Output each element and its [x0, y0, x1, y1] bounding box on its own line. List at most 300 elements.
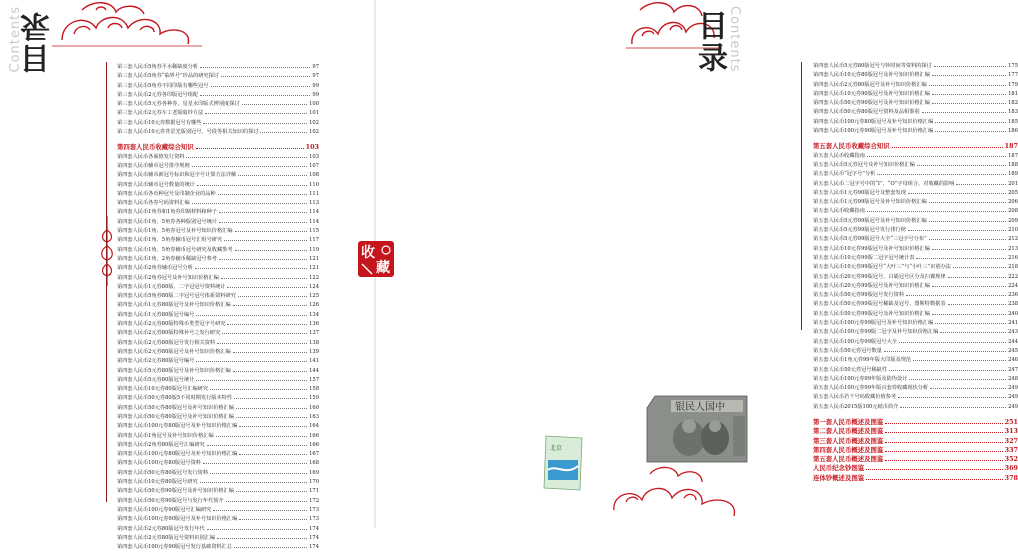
toc-entry[interactable] — [117, 91, 319, 100]
right-rule — [801, 62, 802, 330]
toc-leader-dots — [906, 295, 1006, 296]
toc-entry-title: 第四套人民币100元券80版冠号及补号知识价格汇编 — [117, 451, 238, 458]
toc-entry-page: 246 — [1008, 357, 1018, 364]
toc-leader-dots — [932, 314, 1006, 315]
toc-entry-page: 369 — [1004, 464, 1018, 473]
toc-leader-dots — [213, 510, 307, 511]
toc-entry-page: 240 — [1008, 310, 1018, 317]
toc-entry-page: 101 — [309, 110, 319, 117]
toc-leader-dots — [196, 148, 304, 149]
toc-entry[interactable] — [117, 385, 319, 394]
toc-entry[interactable] — [117, 413, 319, 422]
toc-entry[interactable] — [813, 217, 1018, 226]
toc-entry-title: 第四套人民币1元券80版、二字冠冠号资料统计 — [117, 283, 226, 290]
toc-entry-title: 第四套人民币辅币新冠号标识和冠字号计算方法详解 — [117, 172, 237, 179]
banknote-caption: 银民人国中 — [675, 402, 725, 413]
toc-entry-page: 115 — [309, 228, 319, 235]
toc-entry-page: 102 — [309, 119, 319, 126]
toc-leader-dots — [940, 332, 1006, 333]
toc-entry-title: 第五套人民币1元券99版冠号及补号知识价格汇编 — [813, 199, 927, 206]
toc-entry[interactable] — [117, 227, 319, 236]
toc-entry[interactable] — [813, 319, 1018, 328]
toc-entry-title: 第五套人民币50元券99版冠号及补号知识价格汇编 — [813, 310, 930, 317]
toc-entry[interactable] — [813, 127, 1018, 136]
toc-entry[interactable] — [117, 153, 319, 162]
toc-section-entry[interactable] — [813, 446, 1018, 455]
toc-entry-title: 人民币纪念钞图鉴 — [813, 464, 865, 473]
toc-entry[interactable] — [117, 459, 319, 468]
toc-entry[interactable] — [813, 328, 1018, 337]
toc-entry[interactable] — [117, 246, 319, 255]
toc-entry-page: 174 — [309, 525, 319, 532]
toc-entry[interactable] — [813, 291, 1018, 300]
toc-leader-dots — [205, 113, 307, 114]
toc-entry-page: 172 — [309, 497, 319, 504]
toc-leader-dots — [210, 473, 307, 474]
toc-entry[interactable] — [813, 189, 1018, 198]
toc-entry-title: 第三套人民币2元券车工老版暗钞方法 — [117, 110, 204, 117]
toc-entry-page: 170 — [309, 479, 319, 486]
toc-entry-title: 第五套人民币10元券99版二冠字冠号统计表 — [813, 254, 915, 261]
cloud-ornament-top-left — [52, 0, 212, 54]
toc-entry[interactable] — [117, 72, 319, 81]
toc-leader-dots — [913, 360, 1006, 361]
toc-entry[interactable] — [117, 190, 319, 199]
toc-entry[interactable] — [813, 161, 1018, 170]
toc-entry-title: 第五套人民币5元券99版冠号发行排行榜 — [813, 227, 906, 234]
toc-entry-page: 352 — [1004, 455, 1018, 464]
toc-entry-page: 141 — [309, 358, 319, 365]
toc-entry-title: 第四套人民币10元券90版冠号及补号知识价格汇编 — [813, 90, 930, 97]
toc-entry-page: 100 — [309, 101, 319, 108]
toc-leader-dots — [898, 397, 1006, 398]
right-toc-list — [813, 62, 1018, 483]
toc-entry-title: 第五套人民币50元券冠号稀缺性 — [813, 366, 888, 373]
toc-leader-dots — [929, 85, 1006, 86]
toc-leader-dots — [916, 258, 1006, 259]
seal-char: 藏 — [376, 260, 390, 276]
contents-heading-cn: 目录 — [21, 10, 56, 74]
toc-leader-dots — [218, 194, 308, 195]
toc-leader-dots — [233, 371, 307, 372]
toc-leader-dots — [239, 426, 307, 427]
toc-entry-title: 第四套人民币100元券90版冠号及补号知识价格汇编 — [117, 516, 238, 523]
toc-entry[interactable] — [117, 441, 319, 450]
toc-entry-title: 第四套人民币100元券80版冠号资料 — [117, 460, 201, 467]
toc-entry-page: 327 — [1004, 436, 1018, 445]
toc-entry-title: 第四套人民币1角、5角券辅币冠号汇组号研究 — [117, 237, 223, 244]
toc-entry-page: 224 — [1008, 282, 1018, 289]
toc-entry[interactable] — [813, 170, 1018, 179]
toc-entry-page: 179 — [1008, 81, 1018, 88]
toc-entry[interactable] — [813, 310, 1018, 319]
toc-entry-page: 185 — [1008, 118, 1018, 125]
toc-entry[interactable] — [117, 236, 319, 245]
toc-entry-page: 99 — [312, 82, 319, 89]
toc-leader-dots — [197, 185, 307, 186]
toc-entry-title: 第四套人民币5元券80版冠号统计 — [117, 376, 195, 383]
toc-entry-page: 103 — [309, 153, 319, 160]
toc-entry[interactable] — [117, 515, 319, 524]
toc-entry-page: 111 — [309, 190, 319, 197]
toc-entry-title: 第四套人民币50元券80版冠号资料及品相鉴别 — [813, 109, 920, 116]
toc-entry-title: 第四套人民币收藏综合知识 — [117, 143, 194, 152]
toc-entry-title: 第四套人民币5元券80版冠号及补号知识价格汇编 — [117, 367, 231, 374]
toc-leader-dots — [929, 221, 1006, 222]
toc-entry[interactable] — [117, 348, 319, 357]
toc-leader-dots — [221, 278, 307, 279]
toc-entry-page: 164 — [309, 423, 319, 430]
toc-entry-title: 第四套人民币辅币冠号数量的统计 — [117, 181, 195, 188]
toc-entry-title: 第五套人民币概述及图鉴 — [813, 455, 884, 464]
toc-entry-page: 99 — [312, 91, 319, 98]
toc-entry[interactable] — [117, 320, 319, 329]
toc-entry-page: 139 — [309, 348, 319, 355]
toc-entry-title: 第四套人民币2元券80版冠号发行相关资料 — [117, 339, 216, 346]
toc-entry-title: 第四套人民币2角券辅币冠号分析 — [117, 265, 193, 272]
toc-leader-dots — [219, 212, 307, 213]
toc-entry[interactable] — [813, 366, 1018, 375]
toc-entry-title: 第四套人民币5角券80版二字冠号冠号体系资料研究 — [117, 293, 236, 300]
toc-entry[interactable] — [813, 273, 1018, 282]
toc-entry[interactable] — [117, 534, 319, 543]
toc-entry[interactable] — [117, 283, 319, 292]
toc-entry[interactable] — [117, 357, 319, 366]
toc-leader-dots — [234, 398, 307, 399]
toc-entry-title: 第四套人民币100元券90版冠号汇编研究 — [117, 506, 212, 513]
toc-entry-title: 第四套人民币2元券80版冠号资料识别汇编 — [117, 534, 216, 541]
toc-entry-title: 第四套人民币50元券90版冠号及补号知识价格汇编 — [813, 100, 930, 107]
toc-entry[interactable] — [813, 347, 1018, 356]
toc-entry-title: 第四套人民币各币种冠号及印制企业的品种 — [117, 190, 216, 197]
toc-leader-dots — [207, 529, 307, 530]
toc-entry[interactable] — [117, 208, 319, 217]
toc-entry[interactable] — [117, 376, 319, 385]
toc-entry[interactable] — [813, 384, 1018, 393]
toc-entry[interactable] — [813, 198, 1018, 207]
toc-entry-page: 171 — [309, 488, 319, 495]
toc-entry-page: 125 — [309, 293, 319, 300]
toc-entry[interactable] — [813, 393, 1018, 402]
commemorative-note-label: 北京 — [550, 445, 563, 452]
toc-entry-page: 144 — [309, 367, 319, 374]
toc-entry-page: 113 — [309, 200, 319, 207]
toc-entry[interactable] — [813, 282, 1018, 291]
toc-entry[interactable] — [117, 432, 319, 441]
toc-leader-dots — [227, 287, 307, 288]
toc-entry[interactable] — [813, 118, 1018, 127]
toc-leader-dots — [203, 123, 307, 124]
toc-entry-title: 第四套人民币辅币冠号排序规则 — [117, 162, 190, 169]
toc-leader-dots — [889, 370, 1006, 371]
side-ornament-left — [100, 216, 114, 286]
toc-entry-page: 174 — [309, 534, 319, 541]
toc-entry-page: 210 — [1008, 227, 1018, 234]
toc-entry-title: 第三套人民币5角券“临界号”珍品的研究探讨 — [117, 73, 219, 80]
toc-leader-dots — [932, 103, 1006, 104]
toc-leader-dots — [908, 230, 1006, 231]
toc-leader-dots — [239, 519, 307, 520]
toc-entry[interactable] — [117, 450, 319, 459]
toc-entry-title: 第四套人民币100元券80版冠号及补号知识价格汇编 — [117, 423, 238, 430]
toc-entry[interactable] — [117, 339, 319, 348]
toc-entry-page: 183 — [1008, 109, 1018, 116]
toc-entry-title: 第五套人民币收藏指南 — [813, 208, 865, 215]
toc-leader-dots — [203, 463, 307, 464]
toc-entry[interactable] — [813, 180, 1018, 189]
toc-entry-page: 107 — [309, 162, 319, 169]
toc-entry[interactable] — [117, 162, 319, 171]
toc-entry[interactable] — [813, 226, 1018, 235]
toc-leader-dots — [908, 193, 1006, 194]
toc-entry-page: 313 — [1004, 427, 1018, 436]
toc-entry[interactable] — [117, 301, 319, 310]
toc-leader-dots — [866, 479, 1003, 480]
toc-entry[interactable] — [117, 255, 319, 264]
toc-entry-page: 249 — [1008, 403, 1018, 410]
toc-entry[interactable] — [117, 109, 319, 118]
toc-entry[interactable] — [117, 218, 319, 227]
toc-leader-dots — [930, 388, 1006, 389]
toc-section-entry[interactable] — [813, 437, 1018, 446]
toc-section-entry[interactable] — [117, 143, 319, 152]
toc-entry-page: 168 — [309, 460, 319, 467]
toc-entry-page: 119 — [309, 246, 319, 253]
toc-entry[interactable] — [117, 119, 319, 128]
toc-entry-title: 第五套人民币20元券99版冠号、白霸冠号区分及扫翼规律 — [813, 273, 946, 280]
toc-entry[interactable] — [117, 506, 319, 515]
toc-leader-dots — [929, 239, 1006, 240]
toc-leader-dots — [932, 249, 1006, 250]
toc-leader-dots — [192, 166, 307, 167]
toc-entry[interactable] — [117, 543, 319, 552]
toc-entry[interactable] — [117, 525, 319, 534]
toc-entry-title: 第五套人民币100元券99年版及防伪设计 — [813, 375, 908, 382]
toc-entry-page: 169 — [309, 469, 319, 476]
toc-entry-page: 137 — [309, 330, 319, 337]
toc-leader-dots — [885, 423, 1002, 424]
toc-section-entry[interactable] — [813, 474, 1018, 483]
toc-entry[interactable] — [117, 264, 319, 273]
toc-entry[interactable] — [117, 128, 319, 137]
toc-entry-title: 第五套人民币50元券99版冠号发行资料 — [813, 292, 905, 299]
toc-entry[interactable] — [813, 81, 1018, 90]
toc-entry-title: 第四套人民币50元券90版冠号及补号知识价格汇编 — [117, 488, 234, 495]
toc-section-entry[interactable] — [813, 427, 1018, 436]
toc-leader-dots — [200, 95, 310, 96]
toc-leader-dots — [216, 436, 307, 437]
left-rule — [106, 62, 107, 502]
toc-entry-page: 121 — [309, 255, 319, 262]
toc-leader-dots — [932, 94, 1006, 95]
toc-entry[interactable] — [813, 300, 1018, 309]
toc-entry[interactable] — [813, 99, 1018, 108]
toc-leader-dots — [909, 379, 1006, 380]
toc-entry[interactable] — [117, 367, 319, 376]
toc-entry[interactable] — [117, 181, 319, 190]
toc-entry-page: 216 — [1008, 254, 1018, 261]
toc-leader-dots — [211, 86, 311, 87]
toc-entry-page: 114 — [309, 218, 319, 225]
toc-entry-page: 173 — [309, 506, 319, 513]
toc-entry[interactable] — [813, 90, 1018, 99]
toc-leader-dots — [932, 286, 1006, 287]
toc-entry-title: 第五套人民币二冠字号中的“I”、“O”字母组合、对收藏的影响 — [813, 180, 955, 187]
toc-leader-dots — [226, 501, 308, 502]
toc-entry-page: 166 — [309, 441, 319, 448]
contents-heading-en: Contents — [8, 6, 23, 73]
toc-leader-dots — [235, 250, 308, 251]
toc-entry[interactable] — [813, 338, 1018, 347]
toc-entry[interactable] — [117, 404, 319, 413]
toc-entry-title: 第五套人民币100元券99版冠号大全 — [813, 338, 897, 345]
toc-entry-page: 134 — [309, 311, 319, 318]
toc-entry-page: 117 — [309, 237, 319, 244]
toc-entry[interactable] — [117, 311, 319, 320]
toc-entry-title: 第四套人民币2元券80版冠号及补号知识价格汇编 — [813, 81, 927, 88]
toc-section-entry[interactable] — [813, 418, 1018, 427]
toc-entry-title: 第三套人民币概述及图鉴 — [813, 436, 884, 445]
toc-leader-dots — [235, 231, 308, 232]
toc-leader-dots — [877, 174, 1006, 175]
toc-entry[interactable] — [813, 356, 1018, 365]
toc-entry[interactable] — [117, 422, 319, 431]
toc-leader-dots — [219, 222, 307, 223]
commemorative-note — [542, 436, 584, 490]
toc-entry-title: 第四套人民币2元券80版冠号编号 — [117, 358, 195, 365]
toc-entry[interactable] — [813, 108, 1018, 117]
toc-entry-page: 160 — [309, 404, 319, 411]
toc-entry[interactable] — [813, 152, 1018, 161]
toc-entry[interactable] — [117, 100, 319, 109]
toc-leader-dots — [196, 361, 307, 362]
toc-entry-page: 241 — [1008, 320, 1018, 327]
toc-entry-page: 187 — [1004, 142, 1018, 151]
toc-leader-dots — [217, 538, 307, 539]
toc-entry-title: 第四套人民币1角冠号及补号知识价格汇编 — [117, 432, 214, 439]
toc-entry-page: 213 — [1008, 245, 1018, 252]
toc-entry-title: 第四套人民币1角、5角券辅币冠号研究及收藏参考 — [117, 246, 233, 253]
toc-entry[interactable] — [813, 403, 1018, 412]
toc-entry[interactable] — [117, 329, 319, 338]
toc-entry-page: 249 — [1008, 394, 1018, 401]
toc-entry[interactable] — [813, 71, 1018, 80]
toc-entry-title: 第四套人民币各面值发行资料 — [117, 153, 185, 160]
toc-entry-page: 126 — [309, 302, 319, 309]
toc-leader-dots — [196, 380, 307, 381]
toc-leader-dots — [922, 112, 1007, 113]
toc-entry-title: 第五套人民币1角元券99年版大印版及规范 — [813, 357, 912, 364]
toc-leader-dots — [219, 259, 307, 260]
toc-leader-dots — [885, 442, 1002, 443]
toc-entry[interactable] — [117, 469, 319, 478]
toc-entry[interactable] — [117, 394, 319, 403]
toc-entry-title: 第五套人民币收藏综合知识 — [813, 142, 890, 151]
toc-entry-title: 第四套人民币1角、5角券冠号及补号知识价格汇编 — [117, 228, 233, 235]
left-toc-list — [117, 63, 319, 552]
toc-entry-title: 第三套人民币5角券不同印版有哪些冠号 — [117, 82, 209, 89]
toc-entry[interactable] — [813, 235, 1018, 244]
toc-entry-title: 第四套人民币50元券80版5不同时期发行版本特性 — [117, 395, 233, 402]
toc-leader-dots — [867, 156, 1006, 157]
toc-entry-title: 第五套人民币“冠字号”分析 — [813, 171, 876, 178]
toc-entry-page: 102 — [309, 129, 319, 136]
toc-entry-title: 第一套人民币概述及图鉴 — [813, 417, 884, 426]
toc-entry-title: 第四套人民币100元券90版冠号发行基础资料汇总 — [117, 544, 233, 551]
toc-entry[interactable] — [117, 274, 319, 283]
toc-entry[interactable] — [117, 292, 319, 301]
toc-entry-title: 第四套人民币2元券80版冠号发行年代 — [117, 525, 205, 532]
toc-entry-title: 第五套人民币收藏指南 — [813, 152, 865, 159]
toc-entry[interactable] — [117, 82, 319, 91]
toc-entry-title: 第四套人民币50元券80版冠号及补号知识价格汇编 — [117, 404, 234, 411]
toc-entry-page: 124 — [309, 283, 319, 290]
toc-entry-page: 378 — [1004, 473, 1018, 482]
toc-entry[interactable] — [117, 63, 319, 72]
toc-entry-page: 110 — [309, 181, 319, 188]
toc-entry-page: 249 — [1008, 385, 1018, 392]
toc-entry-title: 第三套人民币10元券数据冠号有哪些 — [117, 119, 202, 126]
toc-leader-dots — [935, 122, 1006, 123]
toc-entry-page: 121 — [309, 265, 319, 272]
toc-entry-title: 第五套人民币100元券99年版百套券收藏现状分析 — [813, 385, 929, 392]
toc-entry-page: 188 — [1008, 161, 1018, 168]
toc-entry-title: 第四套人民币5元券80版冠号与钞时间等资料的探讨 — [813, 63, 932, 69]
toc-entry-page: 173 — [309, 516, 319, 523]
toc-leader-dots — [207, 445, 307, 446]
toc-leader-dots — [238, 175, 307, 176]
toc-entry-page: 157 — [309, 376, 319, 383]
toc-entry[interactable] — [813, 263, 1018, 272]
toc-entry[interactable] — [117, 497, 319, 506]
toc-entry-title: 第四套人民币各券号码资料汇编 — [117, 200, 190, 207]
toc-entry-title: 第三套人民币5元券各种券、星星水印版式辨别度探讨 — [117, 101, 240, 108]
toc-entry-title: 第五套人民币5元券99版冠号大全“三冠字号分布” — [813, 236, 927, 243]
toc-leader-dots — [899, 342, 1006, 343]
toc-entry[interactable] — [813, 207, 1018, 216]
toc-entry[interactable] — [117, 171, 319, 180]
toc-entry[interactable] — [117, 487, 319, 496]
toc-entry-page: 187 — [1008, 152, 1018, 159]
toc-entry-title: 第五套人民币10元券99版冠号“大叶三”与“小叶三”识别办法 — [813, 264, 951, 271]
toc-leader-dots — [186, 157, 307, 158]
toc-section-entry[interactable] — [813, 142, 1018, 151]
toc-leader-dots — [238, 296, 307, 297]
toc-entry-title: 第五套人民币10元券99版冠号及补号知识价格汇编 — [813, 245, 930, 252]
toc-entry[interactable] — [813, 375, 1018, 384]
toc-entry[interactable] — [117, 199, 319, 208]
toc-leader-dots — [885, 432, 1002, 433]
toc-entry[interactable] — [813, 245, 1018, 254]
toc-entry-page: 201 — [1008, 180, 1018, 187]
toc-entry-page: 108 — [309, 172, 319, 179]
toc-leader-dots — [956, 184, 1006, 185]
contents-heading-cn-right: 目录 — [692, 10, 727, 74]
toc-leader-dots — [233, 352, 307, 353]
toc-entry[interactable] — [117, 478, 319, 487]
toc-entry-page: 97 — [312, 73, 319, 80]
seal-char: 收 — [361, 245, 375, 261]
toc-leader-dots — [929, 202, 1006, 203]
toc-leader-dots — [221, 76, 310, 77]
toc-entry[interactable] — [813, 62, 1018, 71]
toc-entry-title: 第五套人民币100元券99版冠号及补号知识价格汇编 — [813, 320, 934, 327]
toc-entry[interactable] — [813, 254, 1018, 263]
toc-section-entry[interactable] — [813, 464, 1018, 473]
toc-entry-page: 174 — [309, 544, 319, 551]
toc-leader-dots — [866, 469, 1003, 470]
toc-leader-dots — [217, 343, 307, 344]
